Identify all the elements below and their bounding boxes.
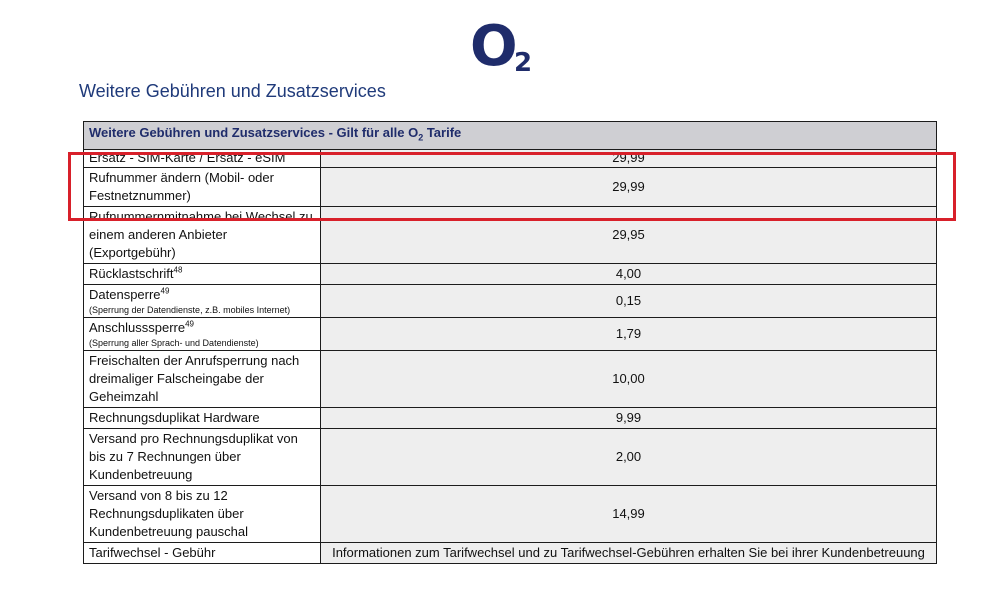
footnote-marker: 48 [173, 265, 183, 275]
table-row [84, 350, 937, 407]
table-header-suffix: Tarife [423, 125, 462, 140]
row-value: 0,15 [321, 284, 937, 317]
row-label: Rücklastschrift [89, 265, 174, 281]
table-header [84, 122, 937, 150]
row-label: Rechnungsduplikat Hardware [84, 407, 321, 428]
row-value: 9,99 [321, 407, 937, 428]
table-row [84, 542, 937, 563]
row-label: Anschlusssperre [89, 319, 186, 335]
row-label-cell [84, 317, 321, 350]
row-value: 29,95 [321, 206, 937, 263]
table-row [84, 317, 937, 350]
row-value: 29,99 [321, 167, 937, 206]
table-header-prefix: Weitere Gebühren und Zusatzservices - Gilt für alle O [89, 125, 419, 140]
logo-letter: O [470, 14, 518, 79]
logo-subscript: 2 [514, 48, 533, 78]
table-row [84, 263, 937, 284]
row-value: 29,99 [321, 149, 937, 167]
footnote-marker: 49 [160, 286, 170, 296]
row-label: Freischalten der Anrufsperrung nach dreimaliger Falscheingabe der Geheimzahl [84, 350, 321, 407]
row-value: 4,00 [321, 263, 937, 284]
row-label: Tarifwechsel - Gebühr [84, 542, 321, 563]
page-heading: Weitere Gebühren und Zusatzservices [79, 81, 386, 101]
footnote-marker: 49 [185, 319, 195, 329]
row-value: Informationen zum Tarifwechsel und zu Tarifwechsel-Gebühren erhalten Sie bei ihrer Kundenbetreuung [321, 542, 937, 563]
table-row [84, 428, 937, 485]
row-label: Datensperre [89, 286, 161, 302]
row-label-cell [84, 284, 321, 317]
row-label: Ersatz - SIM-Karte / Ersatz - eSIM [84, 149, 321, 167]
row-note: (Sperrung aller Sprach- und Datendienste) [89, 337, 259, 348]
row-label-cell [84, 263, 321, 284]
row-note: (Sperrung der Datendienste, z.B. mobiles Internet) [89, 304, 291, 315]
row-value: 2,00 [321, 428, 937, 485]
row-label: Rufnummernmitnahme bei Wechsel zu einem anderen Anbieter (Exportgebühr) [84, 206, 321, 263]
row-label: Rufnummer ändern (Mobil- oder Festnetznummer) [84, 167, 321, 206]
highlight-box [68, 152, 956, 221]
table-row [84, 485, 937, 542]
row-value: 10,00 [321, 350, 937, 407]
table-row [84, 284, 937, 317]
table-header-row [84, 122, 937, 150]
row-label: Versand von 8 bis zu 12 Rechnungsduplikaten über Kundenbetreuung pauschal [84, 485, 321, 542]
row-label: Versand pro Rechnungsduplikat von bis zu 7 Rechnungen über Kundenbetreuung [84, 428, 321, 485]
row-value: 1,79 [321, 317, 937, 350]
table-row [84, 407, 937, 428]
o2-logo [470, 14, 536, 79]
row-value: 14,99 [321, 485, 937, 542]
table-header-subscript: 2 [418, 132, 424, 143]
